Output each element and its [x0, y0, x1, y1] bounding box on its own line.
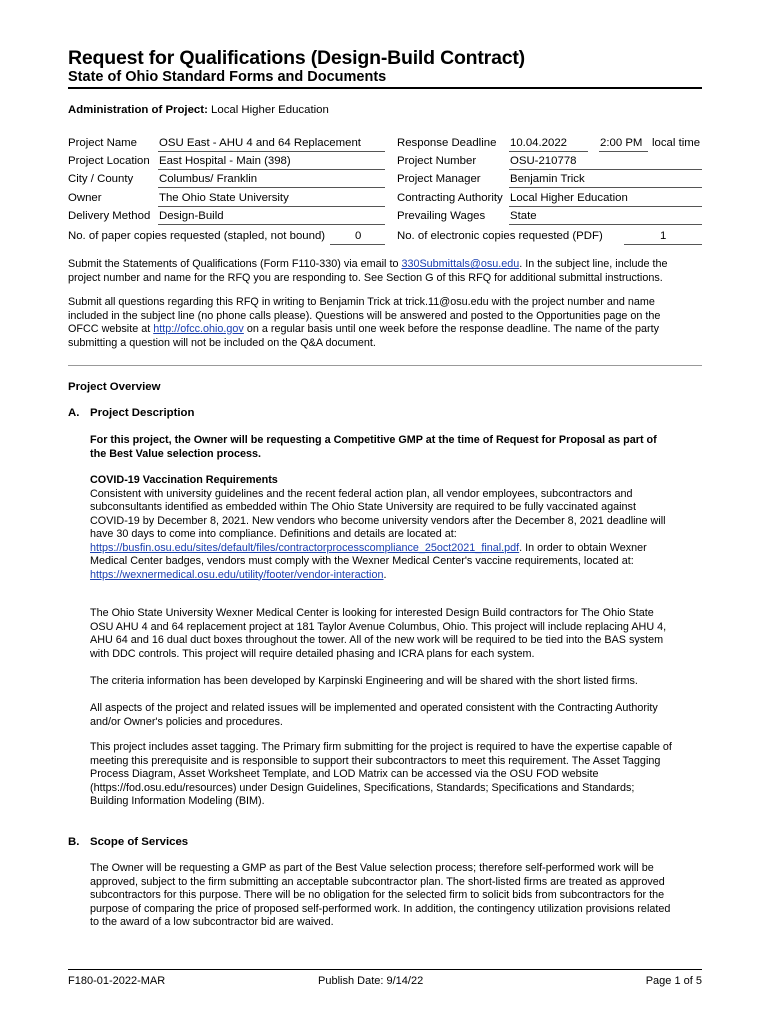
owner-label: Owner [68, 192, 102, 204]
p2-line1: The criteria information has been developed by Karpinski Engineering and will be shared with the short listed firms. [90, 675, 638, 687]
footer-page-number: Page 1 of 5 [645, 975, 702, 987]
covid-link2-post: . [383, 568, 387, 581]
p5-line2: approved, subject to the firm submitting an acceptable subcontractor plan. The short-listed firms are treated as approved [90, 875, 665, 888]
submittal-text-line2: project number and name for the RFQ you are responding to. See Section G of this RFQ for additional submittal instructions. [68, 271, 663, 284]
electronic-copies-value: 1 [660, 230, 667, 242]
p5-line5: to the award of a low subcontractor bid are waived. [90, 916, 334, 928]
p4-line4: (https://fod.osu.edu/resources) under Design Guidelines, Specifications, Standards; Specifications and Standards; [90, 781, 635, 794]
prevailing-wages-value: State [510, 210, 537, 222]
covid-title: COVID-19 Vaccination Requirements [90, 474, 278, 486]
submittal-instructions [68, 258, 708, 285]
questions-line3-post: on a regular basis until one week before the response deadline. The name of the party [246, 323, 659, 335]
project-overview-heading: Project Overview [68, 381, 161, 393]
city-county-value: Columbus/ Franklin [159, 173, 258, 185]
p1-line2: OSU AHU 4 and 64 replacement project at 181 Taylor Avenue Columbus, Ohio. This project will include replacing AHU 4, [90, 620, 667, 633]
project-manager-underline [509, 187, 702, 188]
response-deadline-time: 2:00 PM [600, 137, 643, 149]
response-deadline-label: Response Deadline [397, 137, 497, 149]
contracting-authority-label: Contracting Authority [397, 192, 503, 204]
contracting-authority-value: Local Higher Education [510, 192, 628, 204]
electronic-copies-label: No. of electronic copies requested (PDF) [397, 230, 603, 242]
owner-underline [158, 206, 385, 207]
response-deadline-time-underline [599, 151, 648, 152]
section-divider [68, 365, 702, 366]
section-b-letter: B. [68, 836, 80, 848]
p1-line3: AHU 64 and 16 dual duct boxes throughout the tower. All of the new work will be required to be tied into the BAS system [90, 634, 664, 646]
contracting-authority-underline [509, 206, 702, 207]
questions-line4: submitting a question will not be included on the Q&A document. [68, 336, 376, 349]
paper-copies-value: 0 [355, 230, 362, 242]
covid-line-b: Medical Center badges, vendors must comply with the Wexner Medical Center's vaccine requirements, located at: [90, 555, 634, 567]
project-number-underline [509, 169, 702, 170]
p3-line1: All aspects of the project and related issues will be implemented and operated consistent with the Contracting Authority [90, 702, 658, 714]
response-deadline-suffix: local time [652, 137, 701, 149]
project-name-value: OSU East - AHU 4 and 64 Replacement [159, 137, 361, 149]
project-description-paragraph [90, 607, 710, 661]
gmp-line2: the Best Value selection process. [90, 447, 262, 460]
title-divider [68, 87, 702, 89]
questions-instructions [68, 296, 708, 350]
covid-line1: Consistent with university guidelines and the recent federal action plan, all vendor employees, subcontractors and [90, 487, 633, 500]
paper-copies-label: No. of paper copies requested (stapled, not bound) [68, 230, 326, 242]
aspects-paragraph [90, 702, 710, 729]
scope-paragraph [90, 862, 710, 930]
prevailing-wages-label: Prevailing Wages [397, 210, 486, 222]
response-deadline-date: 10.04.2022 [510, 137, 568, 149]
project-manager-value: Benjamin Trick [510, 173, 585, 185]
project-location-value: East Hospital - Main (398) [159, 155, 291, 167]
questions-line2: included in the subject line (no phone calls please). Questions will be answered and posted to the Opportunities page on the [68, 309, 661, 322]
project-number-label: Project Number [397, 155, 477, 167]
response-deadline-date-underline [509, 151, 588, 152]
p4-line2: meeting this prerequisite and is responsible to support their subcontractors to meet this requirement. The Asset Tagging [90, 754, 661, 767]
section-a-title: Project Description [90, 407, 195, 419]
delivery-method-underline [158, 224, 385, 225]
project-location-underline [158, 169, 385, 170]
p1-line1: The Ohio State University Wexner Medical Center is looking for interested Design Build contractors for The Ohio State [90, 607, 654, 619]
covid-line2: subconsultants identified as embedded within The Ohio State University are required to be fully vaccinated against [90, 501, 636, 513]
covid-link1-post: . In order to obtain Wexner [519, 541, 647, 554]
administration-value: Local Higher Education [211, 104, 329, 116]
ofcc-website-link[interactable]: http://ofcc.ohio.gov [153, 323, 244, 335]
section-a-letter: A. [68, 407, 80, 419]
gmp-statement [90, 434, 710, 461]
project-name-label: Project Name [68, 137, 138, 149]
page-title: Request for Qualifications (Design-Build Contract) [68, 47, 525, 69]
submittal-text-post: . In the subject line, include the [519, 258, 668, 270]
submittal-text: Submit the Statements of Qualifications (Form F110-330) via email to [68, 258, 399, 270]
paper-copies-underline [330, 244, 385, 245]
questions-line1: Submit all questions regarding this RFQ in writing to Benjamin Trick at trick.11@osu.edu with the project number and name [68, 296, 655, 308]
section-b-title: Scope of Services [90, 836, 189, 848]
questions-line3-pre: OFCC website at [68, 323, 151, 335]
city-county-label: City / County [68, 173, 134, 185]
p1-line4: with DDC controls. This project will require detailed phasing and ICRA plans for each system. [90, 647, 535, 660]
busfin-compliance-link[interactable]: https://busfin.osu.edu/sites/default/files/contractorprocesscompliance_25oct2021_final.pdf [90, 541, 520, 554]
p5-line3: subcontractors for this purpose. There will be no obligation for the selected firm to solicit bids from subcontractors for the [90, 889, 665, 901]
p5-line1: The Owner will be requesting a GMP as part of the Best Value selection process; therefore self-performed work will be [90, 862, 654, 874]
criteria-paragraph [90, 675, 710, 689]
footer-divider [68, 969, 702, 970]
city-county-underline [158, 187, 385, 188]
covid-section [90, 474, 710, 582]
project-number-value: OSU-210778 [510, 155, 577, 167]
footer-form-id: F180-01-2022-MAR [68, 975, 166, 987]
footer-publish-date: Publish Date: 9/14/22 [318, 975, 424, 987]
gmp-line1: For this project, the Owner will be requesting a Competitive GMP at the time of Request for Proposal as part of [90, 434, 657, 446]
submittal-email-link[interactable]: 330Submittals@osu.edu [401, 258, 520, 270]
covid-line4: have 30 days to come into compliance. Definitions and details are located at: [90, 528, 457, 540]
project-location-label: Project Location [68, 155, 150, 167]
electronic-copies-underline [624, 244, 702, 245]
asset-tagging-paragraph [90, 741, 710, 809]
p4-line3: Process Diagram, Asset Worksheet Template, and LOD Matrix can be accessed via the OSU FOD website [90, 768, 599, 780]
delivery-method-value: Design-Build [159, 210, 224, 222]
covid-line3: COVID-19 by December 8, 2021. New vendors who become university vendors after the December 8, 2021 deadline will [90, 514, 666, 527]
project-manager-label: Project Manager [397, 173, 481, 185]
administration-line [68, 104, 329, 116]
project-name-underline [158, 151, 385, 152]
prevailing-wages-underline [509, 224, 702, 225]
p4-line5: Building Information Modeling (BIM). [90, 795, 265, 807]
p3-line2: and/or Owner's policies and procedures. [90, 715, 283, 728]
delivery-method-label: Delivery Method [68, 210, 151, 222]
p4-line1: This project includes asset tagging. The Primary firm submitting for the project is required to have the expertise capable of [90, 741, 672, 753]
page-subtitle: State of Ohio Standard Forms and Documents [68, 69, 387, 85]
wexner-vendor-link[interactable]: https://wexnermedical.osu.edu/utility/footer/vendor-interaction [90, 568, 384, 581]
p5-line4: purpose of comparing the price of proposed self-performed work. In addition, the contingency utilization provisions related [90, 902, 671, 915]
administration-label: Administration of Project: [68, 104, 208, 116]
owner-value: The Ohio State University [159, 192, 289, 204]
